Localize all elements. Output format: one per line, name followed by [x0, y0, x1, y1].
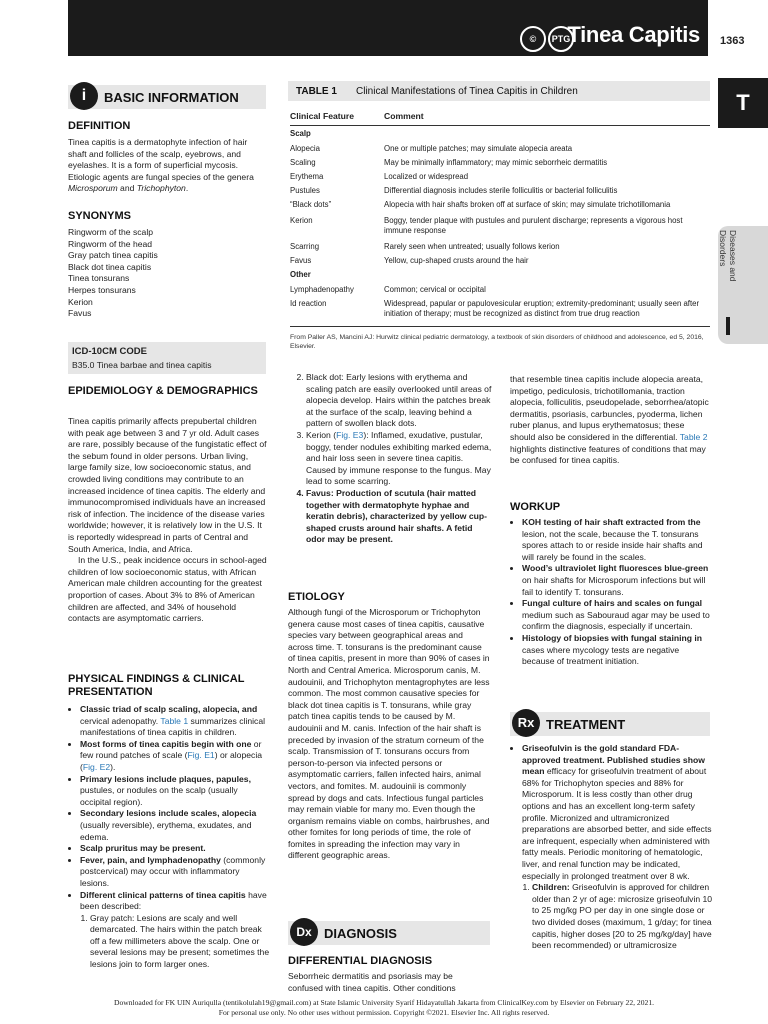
ptg-icon: PTG [548, 26, 574, 52]
epidemiology-heading: EPIDEMIOLOGY & DEMOGRAPHICS [68, 385, 258, 397]
icd-text: B35.0 Tinea barbae and tinea capitis [72, 360, 212, 370]
synonyms-heading: SYNONYMS [68, 210, 131, 222]
column-header: Clinical Feature [290, 111, 354, 121]
list-item: 4. Favus: Production of scutula (hair matted together with dermatophyte hyphae and keratin debris), characterized by yellow cup-shaped crusts around hair shafts. A fetid odor may be present. [306, 488, 492, 546]
workup-heading: WORKUP [510, 501, 561, 513]
differential-diagnosis-text: Seborrheic dermatitis and psoriasis may be confused with tinea capitis. Other conditions [288, 971, 456, 993]
side-tab-label: Diseases and Disorders [718, 230, 738, 282]
definition-heading: DEFINITION [68, 120, 131, 132]
basic-information-banner [68, 85, 266, 109]
list-item: • Griseofulvin is the gold standard FDA-approved treatment. Published studies show mean efficacy for griseofulvin treatment of about 68% for Trichophyton species and 88% for Microsporum. It is less costly than other drug options and has an excellent long-term safety profile. Micronized and ultramicronized preparations are absorbed better, and side effects are infrequent, especially when administered with fatty meals. Periodic monitoring of hematologic, liver, and renal function may be indicated, especially in prolonged treatment over 8 wk. [522, 743, 714, 882]
list-item: Black dot tinea capitis [68, 261, 152, 272]
fig-e3-link[interactable]: Fig. E3 [336, 429, 364, 440]
table-title: Clinical Manifestations of Tinea Capitis in Children [356, 86, 578, 97]
table-source: From Paller AS, Mancini AJ: Hurwitz clinical pediatric dermatology, a textbook of skin disorders of childhood and adolescence, ed 5, 2016, Elsevier. [290, 334, 704, 350]
fig-e2-link[interactable]: Fig. E2 [82, 761, 111, 772]
list-item: Gray patch tinea capitis [68, 250, 158, 261]
diagnosis-banner [288, 921, 490, 945]
list-item: • Most forms of tinea capitis begin with one or few round patches of scale (Fig. E1) or alopecia (Fig. E2). [80, 739, 270, 774]
section-letter-tab[interactable]: T [718, 78, 768, 128]
fig-e1-link[interactable]: Fig. E1 [187, 750, 215, 761]
list-item: Favus [68, 308, 92, 319]
list-item: 3. Kerion (Fig. E3): Inflamed, exudative, pustular, boggy, tender nodules exhibiting marked edema, and hair loss seen in severe tinea capitis. Caused by immune response to the fungus. May lead to some scarring. [306, 430, 492, 488]
etiology-heading: ETIOLOGY [288, 591, 345, 603]
list-item: • Wood’s ultraviolet light fluoresces blue-green on hair shafts for Microsporum infections but will fail to identify T. tonsurans. [522, 563, 714, 598]
workup-list [510, 517, 714, 668]
side-tab-marker [726, 317, 730, 335]
definition-text: Tinea capitis is a dermatophyte infection of hair shaft and follicles of the scalp, eyebrows, and eyelashes. It is a form of superficial mycosis. Etiologic agents are fungal species of the genera Microsporum and Trichophyton. [68, 137, 254, 194]
clinical-patterns-list [288, 372, 492, 546]
differential-diagnosis-continued: that resemble tinea capitis include alopecia areata, impetigo, pediculosis, trichotillomania, traction alopecia, folliculitis, pseudopelade, seborrhea/atopic dermatitis, psoriasis, carbuncles, pyoderma, lichen ruber planus, and lupus erythematosus; these should also be considered in the differential. Table 2 highlights distinctive features of conditions that may be confused for tinea capitis. [510, 374, 709, 466]
section-title: BASIC INFORMATION [104, 90, 239, 105]
icd-code-box [68, 342, 266, 374]
list-item: Ringworm of the head [68, 238, 153, 249]
list-item: Tinea tonsurans [68, 273, 130, 284]
info-icon: i [70, 82, 98, 110]
list-item: • KOH testing of hair shaft extracted from the lesion, not the scale, because the T. tonsurans spores attach to or reside inside hair shafts and will rarely be found in the scales. [522, 517, 714, 563]
dx-icon: Dx [290, 918, 318, 946]
list-item: Herpes tonsurans [68, 284, 136, 295]
list-item: Kerion [68, 296, 93, 307]
column-header: Comment [384, 111, 424, 121]
synonyms-list [68, 227, 268, 320]
list-item: 1. Children: Griseofulvin is approved for children older than 2 yr of age: microsize griseofulvin 10 to 25 mg/kg PO per day in one single dose or two divided doses (maximum, 1 g/day; for tinea capitis, higher doses [20 to 25 mg/kg/day] have been recommended) or ultramicrosize [532, 882, 714, 952]
table-1-header [288, 81, 710, 101]
table-2-link[interactable]: Table 2 [679, 431, 708, 442]
icd-heading: ICD-10CM CODE [72, 346, 147, 357]
download-footer: Downloaded for FK UIN Auriqulla (tentikolulah19@gmail.com) at State Islamic University Syarif Hidayatullah Jakarta from ClinicalKey.com by Elsevier on February 22, 2021. For personal use only. No other uses without permission. Copyright ©2021. Elsevier Inc. All rights reserved. [113, 998, 655, 1017]
list-item: 2. Black dot: Early lesions with erythema and scaling patch are easily overlooked until areas of alopecia develop. Hairs within the patches break at the surface of the scalp, leaving behind a pattern of swollen black dots. [306, 372, 492, 430]
epidemiology-text: Tinea capitis primarily affects prepubertal children with peak age between 3 and 7 yr old. Adult cases are rare, possibly because of the fungistatic effect of the sebum found in older persons. Urban living, large family size, low socioeconomic status, and crowded living conditions may contribute to an increased incidence of tinea capitis. The elderly and immunocompromised individuals have an increased risk of infection. The incidence of the disease varies worldwide; however, it is relatively low in the U.S. It is reportedly widespread in parts of Central and South America, India, and Africa. In the U.S., peak incidence occurs in school-aged children of low socioeconomic status, with African American male children accounting for the greatest proportion of cases. About 3% to 8% of American children are affected, and 34% of household contacts are asymptomatic carriers. [68, 416, 267, 624]
list-item: • Secondary lesions include scales, alopecia (usually reversible), erythema, exudates, and edema. [80, 808, 270, 843]
rx-icon: Rx [512, 709, 540, 737]
differential-diagnosis-heading: DIFFERENTIAL DIAGNOSIS [288, 955, 433, 967]
table-label: TABLE 1 [296, 86, 337, 97]
treatment-list [510, 743, 714, 952]
section-title: TREATMENT [546, 717, 626, 732]
list-item: Ringworm of the scalp [68, 227, 154, 237]
list-item: • Primary lesions include plaques, papules, pustules, or nodules on the scalp (usually occipital region). [80, 774, 270, 809]
physical-findings-list [68, 704, 270, 971]
running-header-bar [68, 0, 708, 56]
table-rule [290, 326, 710, 327]
page-title: Tinea Capitis [567, 22, 700, 47]
table-1-link[interactable]: Table 1 [160, 715, 189, 726]
table-rule [290, 125, 710, 126]
open-access-icon: © [520, 26, 546, 52]
treatment-banner [510, 712, 710, 736]
list-item: • Fungal culture of hairs and scales on fungal medium such as Sabouraud agar may be used to confirm the diagnosis, especially if uncertain. [522, 598, 714, 633]
section-title: DIAGNOSIS [324, 926, 397, 941]
list-item: • Different clinical patterns of tinea capitis have been described: [80, 890, 270, 913]
etiology-text: Although fungi of the Microsporum or Trichophyton genera cause most cases of tinea capitis, causative species vary between geographical areas and across time. T. tonsurans is the predominant cause of tinea capitis, present in more than 90% of cases in North and Central America. Microsporum canis, M. audouinii, and Trichophyton mentagrophytes are less common. The most common causative species for black dot tinea capitis is T. tonsurans, while gray patch tinea capitis tends to be caused by M. audouinii and M. canis. Infection of the hair shaft is preceded by invasion of the stratum corneum of the scalp. Transmission of T. tonsurans occurs from person-to-person via infected persons or asymptomatic carriers, fallen infected hairs, animal vectors, and fomites. M. audouinii is commonly spread by dogs and cats. Infectious fungal particles may remain viable for many mo. Even though the organism remains viable on combs, hairbrushes, and other fomites for long periods of time, the role of fomites in spreading the infection may vary in different geographic areas. [288, 607, 490, 861]
page-number: 1363 [720, 35, 745, 47]
list-item: 1. Gray patch: Lesions are scaly and well demarcated. The hairs within the patch break off a few millimeters above the scalp. One or several lesions may be present; sometimes the lesions join to form larger ones. [90, 913, 270, 971]
physical-findings-heading: PHYSICAL FINDINGS & CLINICAL PRESENTATION [68, 673, 245, 698]
list-item: • Classic triad of scalp scaling, alopecia, and cervical adenopathy. Table 1 summarizes clinical manifestations of tinea capitis in children. [80, 704, 270, 739]
list-item: • Fever, pain, and lymphadenopathy (commonly postcervical) may occur with inflammatory lesions. [80, 855, 270, 890]
list-item: • Histology of biopsies with fungal staining in cases where mycology tests are negative because of treatment initiation. [522, 633, 714, 668]
list-item: • Scalp pruritus may be present. [80, 843, 270, 855]
